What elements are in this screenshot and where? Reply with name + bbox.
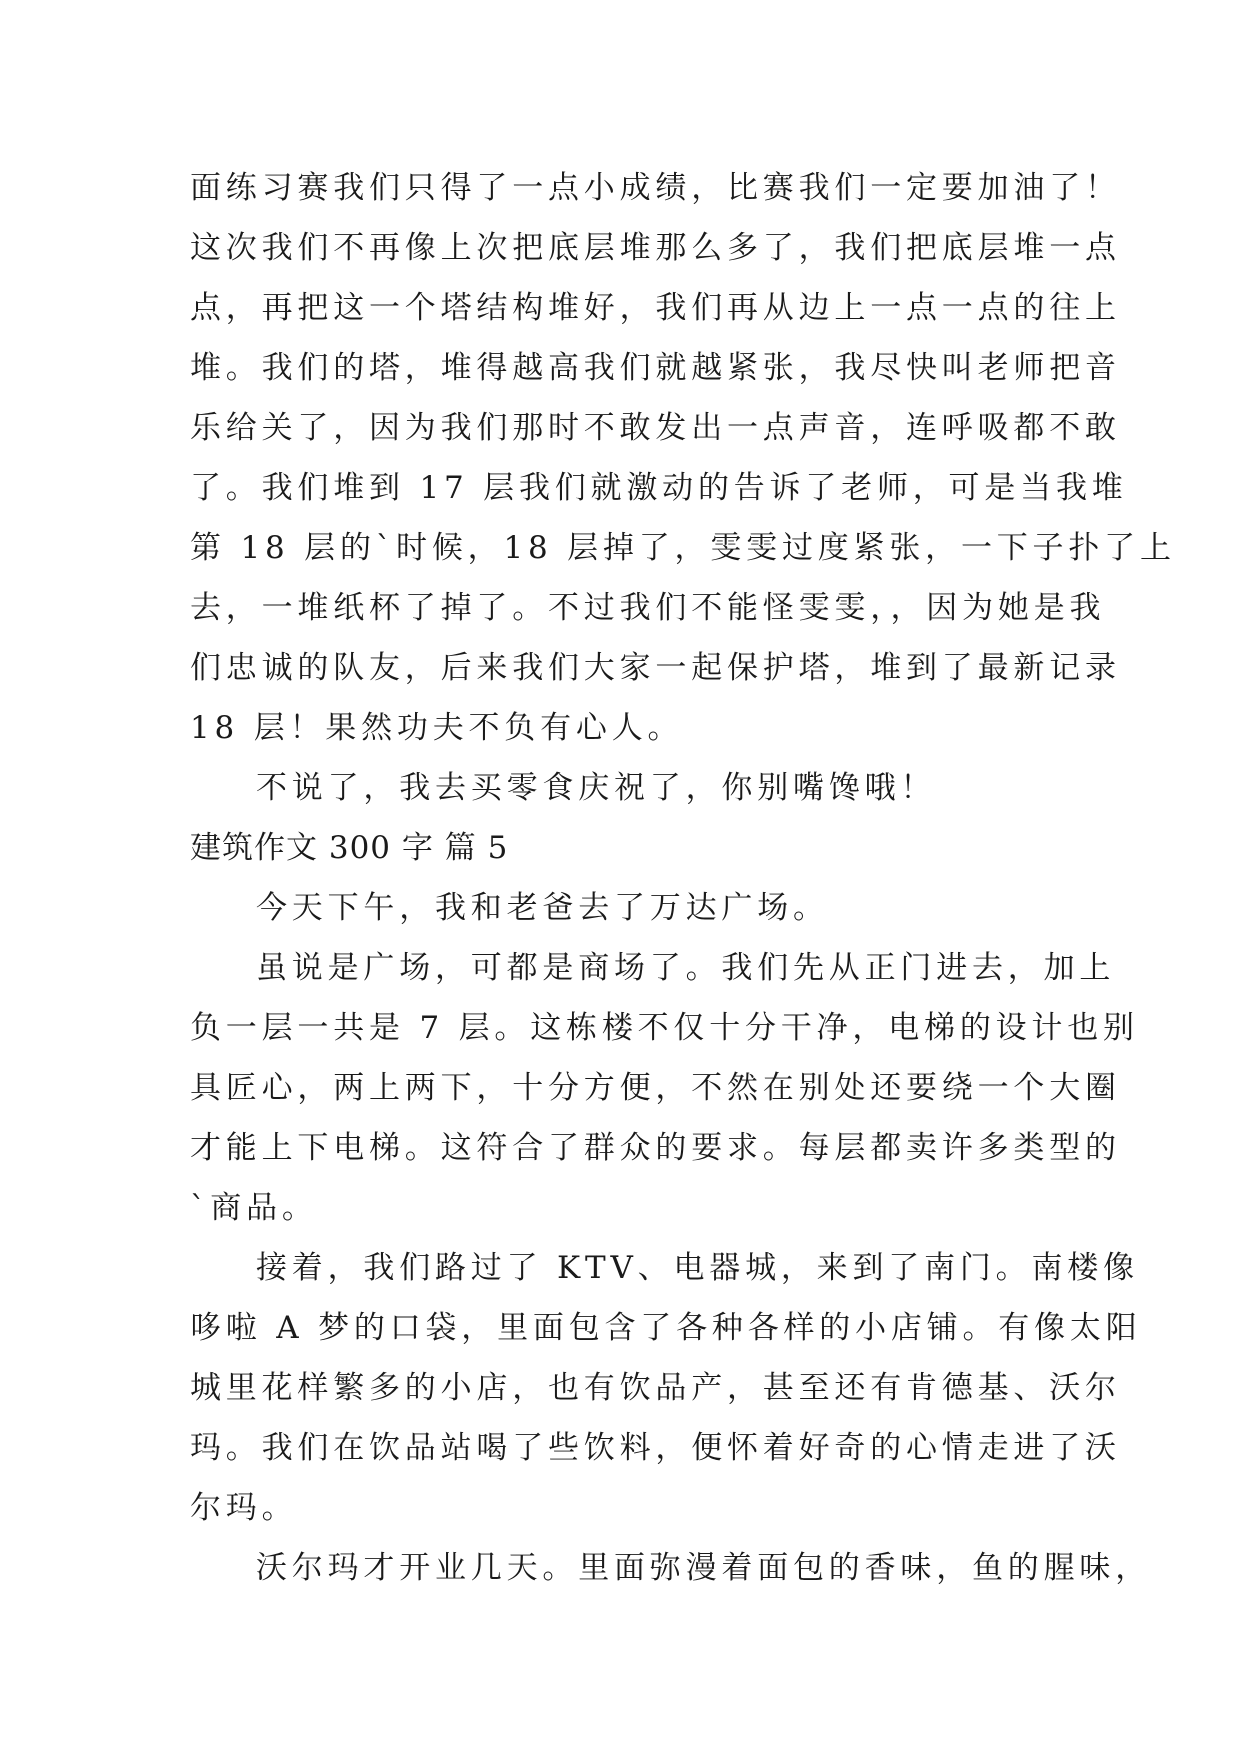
paragraph-line: 今天下午，我和老爸去了万达广场。 bbox=[256, 890, 829, 926]
paragraph-line: 去，一堆纸杯了掉了。不过我们不能怪雯雯，，因为她是我 bbox=[190, 590, 1106, 626]
paragraph-line: 乐给关了，因为我们那时不敢发出一点声音，连呼吸都不敢 bbox=[190, 410, 1121, 446]
paragraph-line: 接着，我们路过了 KTV、电器城，来到了南门。南楼像 bbox=[256, 1250, 1139, 1286]
paragraph-line: `商品。 bbox=[190, 1190, 318, 1226]
paragraph-line: 第 18 层的`时候，18 层掉了，雯雯过度紧张，一下子扑了上 bbox=[190, 530, 1176, 566]
section-heading: 建筑作文 300 字 篇 5 bbox=[190, 830, 509, 866]
paragraph-line: 点，再把这一个塔结构堆好，我们再从边上一点一点的往上 bbox=[190, 290, 1121, 326]
paragraph-line: 这次我们不再像上次把底层堆那么多了，我们把底层堆一点 bbox=[190, 230, 1121, 266]
paragraph-line: 玛。我们在饮品站喝了些饮料，便怀着好奇的心情走进了沃 bbox=[190, 1430, 1121, 1466]
paragraph-line: 才能上下电梯。这符合了群众的要求。每层都卖许多类型的 bbox=[190, 1130, 1121, 1166]
paragraph-line: 虽说是广场，可都是商场了。我们先从正门进去，加上 bbox=[256, 950, 1116, 986]
paragraph-line: 沃尔玛才开业几天。里面弥漫着面包的香味，鱼的腥味， bbox=[256, 1550, 1151, 1586]
paragraph-line: 具匠心，两上两下，十分方便，不然在别处还要绕一个大圈 bbox=[190, 1070, 1121, 1106]
paragraph-line: 尔玛。 bbox=[190, 1490, 298, 1526]
paragraph-line: 负一层一共是 7 层。这栋楼不仅十分干净，电梯的设计也别 bbox=[190, 1010, 1139, 1046]
paragraph-line: 面练习赛我们只得了一点小成绩，比赛我们一定要加油了！ bbox=[190, 170, 1121, 206]
paragraph-line: 城里花样繁多的小店，也有饮品产，甚至还有肯德基、沃尔 bbox=[190, 1370, 1121, 1406]
paragraph-line: 不说了，我去买零食庆祝了，你别嘴馋哦！ bbox=[256, 770, 937, 806]
paragraph-line: 堆。我们的塔，堆得越高我们就越紧张，我尽快叫老师把音 bbox=[190, 350, 1121, 386]
paragraph-line: 18 层！果然功夫不负有心人。 bbox=[190, 710, 684, 746]
paragraph-line: 哆啦 A 梦的口袋，里面包含了各种各样的小店铺。有像太阳 bbox=[190, 1310, 1142, 1346]
paragraph-line: 了。我们堆到 17 层我们就激动的告诉了老师，可是当我堆 bbox=[190, 470, 1128, 506]
paragraph-line: 们忠诚的队友，后来我们大家一起保护塔，堆到了最新记录 bbox=[190, 650, 1121, 686]
